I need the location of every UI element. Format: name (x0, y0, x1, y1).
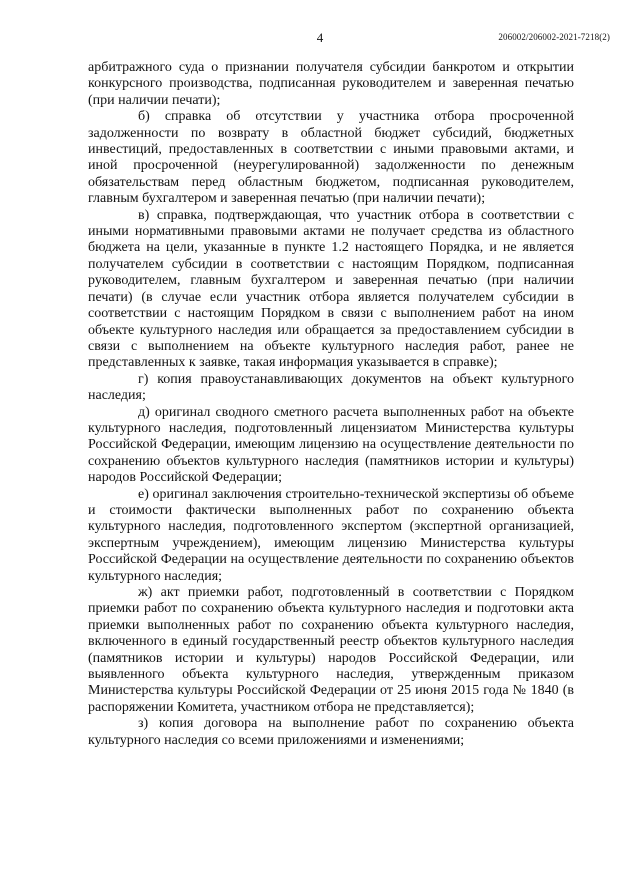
paragraph-item-g: г) копия правоустанавливающих документов на объект культурного наследия; (88, 371, 574, 404)
paragraph-item-z: з) копия договора на выполнение работ по сохранению объекта культурного наследия со всеми приложениями и изменениями; (88, 716, 574, 748)
document-body (88, 60, 574, 749)
paragraph-item-b: б) справка об отсутствии у участника отбора просроченной задолженности по возврату в областной бюджет субсидий, бюджетных инвестиций, предоставленных в соответствии с иными правовыми актами, и иной просроченной (неурегулированной) задолженности по денежным обязательствам перед областным бюджетом, подписанная руководителем, главным бухгалтером и заверенная печатью (при наличии печати); (88, 109, 574, 207)
document-id: 206002/206002-2021-7218(2) (498, 32, 610, 42)
paragraph-item-d: д) оригинал сводного сметного расчета выполненных работ на объекте культурного наследия, подготовленный лицензиатом Министерства культуры Российской Федерации, имеющим лицензию на осуществление деятельности по сохранению объектов культурного наследия (памятников истории и культуры) народов Российской Федерации; (88, 404, 574, 486)
paragraph-item-v: в) справка, подтверждающая, что участник отбора в соответствии с иными нормативными правовыми актами не получает средства из областного бюджета на цели, указанные в пункте 1.2 настоящего Порядка, и не является получателем субсидии в соответствии с настоящим Порядком, подписанная руководителем, главным бухгалтером и заверенная печатью (при наличии печати) (в случае если участник отбора является получателем субсидии в соответствии с настоящим Порядком в связи с выполнением работ на ином объекте культурного наследия или обращается за предоставлением субсидии в связи с выполнением на объекте культурного наследия работ, ранее не представленных к заявке, такая информация указывается в справке); (88, 207, 574, 371)
paragraph-item-e: е) оригинал заключения строительно-технической экспертизы об объеме и стоимости фактически выполненных работ по сохранению объекта культурного наследия, подготовленного экспертом (экспертной организацией, экспертным учреждением), имеющим лицензию Министерства культуры Российской Федерации на осуществление деятельности по сохранению объектов культурного наследия; (88, 486, 574, 584)
paragraph-item-zh: ж) акт приемки работ, подготовленный в соответствии с Порядком приемки работ по сохранению объекта культурного наследия и подготовки акта приемки выполненных работ по сохранению объекта культурного наследия, включенного в единый государственный реестр объектов культурного наследия (памятников истории и культуры) народов Российской Федерации, или выявленного объекта культурного наследия, утвержденным приказом Министерства культуры Российской Федерации от 25 июня 2015 года № 1840 (в распоряжении Комитета, участником отбора не представляется); (88, 585, 574, 715)
paragraph-continuation: арбитражного суда о признании получателя субсидии банкротом и открытии конкурсного производства, подписанная руководителем и заверенная печатью (при наличии печати); (88, 60, 574, 108)
page-number: 4 (316, 30, 324, 45)
